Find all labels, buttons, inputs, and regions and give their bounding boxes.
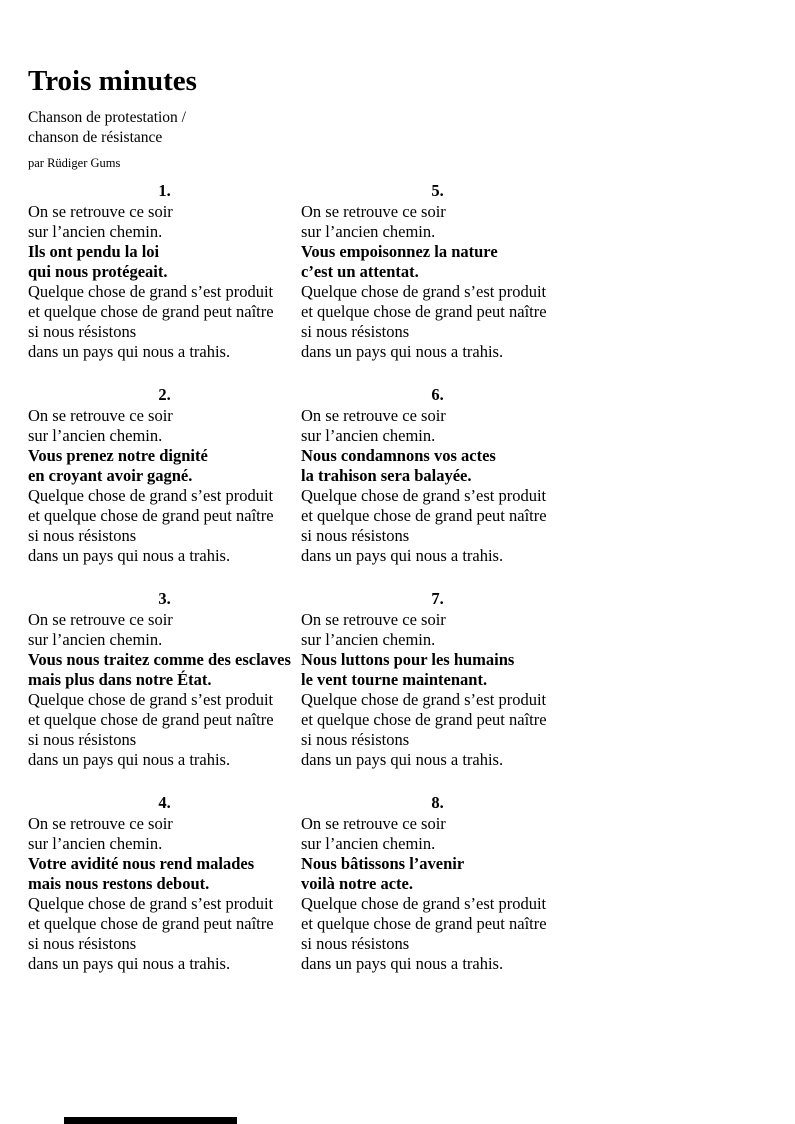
verse-line: si nous résistons (28, 933, 137, 953)
verse-line: Quelque chose de grand s’est produit (28, 485, 274, 505)
verse-bold-line: en croyant avoir gagné. (28, 465, 193, 485)
verse-number: 8. (431, 792, 444, 812)
verse (28, 793, 301, 974)
verse-line: On se retrouve ce soir (28, 201, 173, 221)
verse-line: sur l’ancien chemin. (301, 221, 436, 241)
verse-line: dans un pays qui nous a trahis. (28, 749, 231, 769)
verse-line: On se retrouve ce soir (301, 813, 446, 833)
verse-line: si nous résistons (301, 321, 410, 341)
verse-number: 5. (431, 180, 444, 200)
subtitle-line-1: Chanson de protestation / (28, 108, 186, 126)
verse (301, 385, 574, 566)
verse-line: sur l’ancien chemin. (28, 221, 163, 241)
verse-number: 1. (158, 180, 171, 200)
verse-bold-line: Nous bâtissons l’avenir (301, 853, 465, 873)
verse-line: Quelque chose de grand s’est produit (28, 281, 274, 301)
verse-line: Quelque chose de grand s’est produit (301, 893, 547, 913)
verse-line: si nous résistons (301, 729, 410, 749)
verse-line: sur l’ancien chemin. (28, 629, 163, 649)
verse-line: sur l’ancien chemin. (301, 425, 436, 445)
verse-line: sur l’ancien chemin. (28, 425, 163, 445)
verse-line: et quelque chose de grand peut naître (28, 505, 274, 525)
verse-number: 2. (158, 384, 171, 404)
verse (301, 181, 574, 362)
verse-line: On se retrouve ce soir (28, 813, 173, 833)
verse-line: et quelque chose de grand peut naître (301, 709, 547, 729)
verse-line: sur l’ancien chemin. (301, 629, 436, 649)
verse-bold-line: Nous condamnons vos actes (301, 445, 496, 465)
verse-bold-line: Vous nous traitez comme des esclaves (28, 649, 291, 669)
verse-line: On se retrouve ce soir (301, 201, 446, 221)
bottom-window-edge-bar (64, 1117, 237, 1124)
verse-line: et quelque chose de grand peut naître (301, 505, 547, 525)
verse-line: dans un pays qui nous a trahis. (28, 545, 231, 565)
verse-line: dans un pays qui nous a trahis. (301, 341, 504, 361)
author-line: par Rüdiger Gums (28, 155, 121, 170)
subtitle-line-2: chanson de résistance (28, 128, 163, 146)
verse-line: Quelque chose de grand s’est produit (28, 689, 274, 709)
verse-number: 3. (158, 588, 171, 608)
page-title: Trois minutes (28, 65, 197, 97)
verse (301, 793, 574, 974)
verse-line: dans un pays qui nous a trahis. (301, 953, 504, 973)
verse-line: si nous résistons (28, 729, 137, 749)
verse-line: dans un pays qui nous a trahis. (301, 545, 504, 565)
verse-bold-line: voilà notre acte. (301, 873, 413, 893)
verse-line: et quelque chose de grand peut naître (301, 913, 547, 933)
verse-line: si nous résistons (28, 321, 137, 341)
verse (301, 589, 574, 770)
verse-bold-line: le vent tourne maintenant. (301, 669, 488, 689)
verse-line: dans un pays qui nous a trahis. (28, 953, 231, 973)
verse-bold-line: qui nous protégeait. (28, 261, 168, 281)
verse-line: sur l’ancien chemin. (28, 833, 163, 853)
verse-line: si nous résistons (301, 933, 410, 953)
verse-bold-line: Vous empoisonnez la nature (301, 241, 498, 261)
verse (28, 181, 301, 362)
verse-line: si nous résistons (301, 525, 410, 545)
verse-bold-line: Ils ont pendu la loi (28, 241, 160, 261)
verse-bold-line: mais nous restons debout. (28, 873, 210, 893)
verses-grid (28, 181, 795, 974)
verse-line: Quelque chose de grand s’est produit (301, 689, 547, 709)
verse-line: On se retrouve ce soir (301, 405, 446, 425)
verse-line: On se retrouve ce soir (301, 609, 446, 629)
verse-bold-line: c’est un attentat. (301, 261, 419, 281)
verse (28, 589, 301, 770)
verse-bold-line: Vous prenez notre dignité (28, 445, 208, 465)
verse-number: 7. (431, 588, 444, 608)
verse-line: et quelque chose de grand peut naître (28, 913, 274, 933)
verse-number: 4. (158, 792, 171, 812)
verse-line: dans un pays qui nous a trahis. (28, 341, 231, 361)
verse-line: dans un pays qui nous a trahis. (301, 749, 504, 769)
verse-line: Quelque chose de grand s’est produit (301, 485, 547, 505)
verse-number: 6. (431, 384, 444, 404)
verse (28, 385, 301, 566)
verse-line: On se retrouve ce soir (28, 609, 173, 629)
verse-bold-line: mais plus dans notre État. (28, 669, 212, 689)
verse-line: et quelque chose de grand peut naître (28, 301, 274, 321)
subtitle (28, 108, 795, 148)
verse-line: Quelque chose de grand s’est produit (301, 281, 547, 301)
verse-bold-line: Nous luttons pour les humains (301, 649, 515, 669)
verse-line: et quelque chose de grand peut naître (301, 301, 547, 321)
verse-bold-line: la trahison sera balayée. (301, 465, 472, 485)
verse-line: si nous résistons (28, 525, 137, 545)
verse-line: On se retrouve ce soir (28, 405, 173, 425)
verse-line: sur l’ancien chemin. (301, 833, 436, 853)
verse-bold-line: Votre avidité nous rend malades (28, 853, 255, 873)
verse-line: Quelque chose de grand s’est produit (28, 893, 274, 913)
verse-line: et quelque chose de grand peut naître (28, 709, 274, 729)
